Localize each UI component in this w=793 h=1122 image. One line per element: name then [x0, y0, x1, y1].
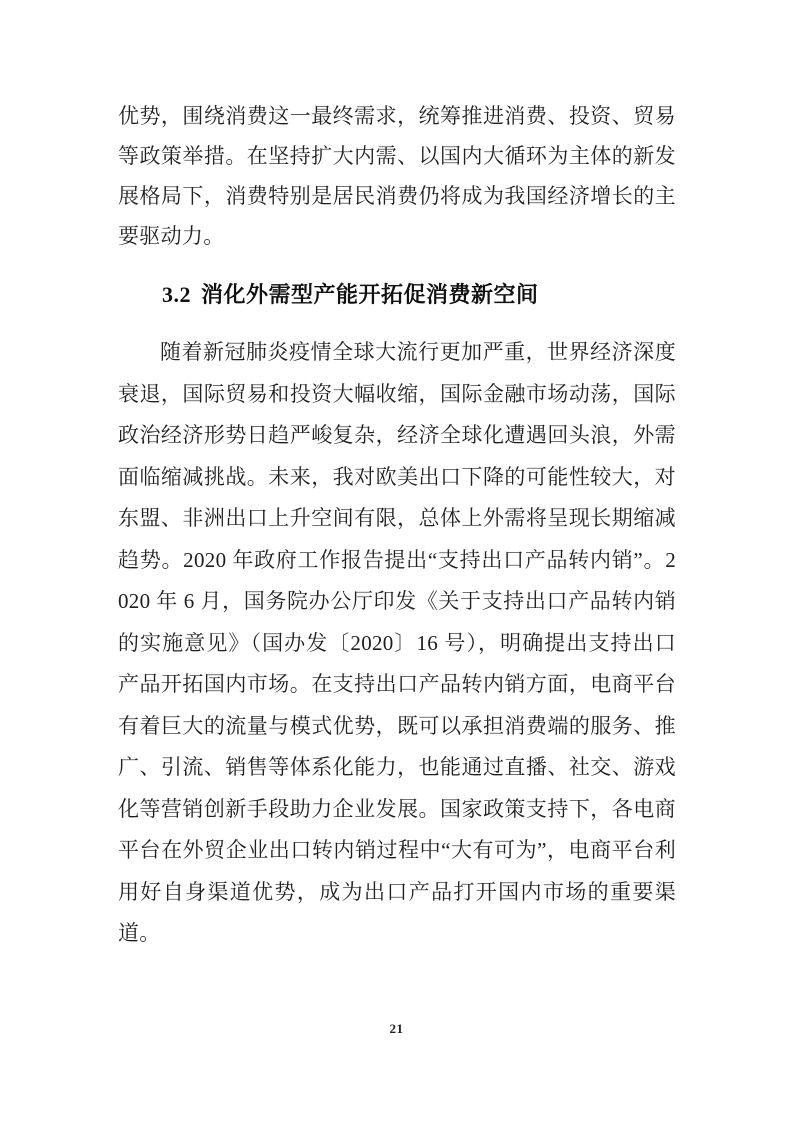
section-title: 消化外需型产能开拓促消费新空间 [201, 282, 539, 307]
page-footer [0, 1020, 793, 1038]
section-heading [118, 274, 676, 316]
page-number: 21 [389, 1021, 404, 1036]
body-paragraph: 随着新冠肺炎疫情全球大流行更加严重，世界经济深度衰退，国际贸易和投资大幅收缩，国际金融市场动荡，国际政治经济形势日趋严峻复杂，经济全球化遭遇回头浪，外需面临缩减挑战。未来，我对欧美出口下降的可能性较大，对东盟、非洲出口上升空间有限，总体上外需将呈现长期缩减趋势。2020 年政府工作报告提出“支持出口产品转内销”。2020 年 6 月，国务院办公厅印发《关于支持出口产品转内销的实施意见》（国办发〔2020〕16 号），明确提出支持出口产品开拓国内市场。在支持出口产品转内销方面，电商平台有着巨大的流量与模式优势，既可以承担消费端的服务、推广、引流、销售等体系化能力，也能通过直播、社交、游戏化等营销创新手段助力企业发展。国家政策支持下，各电商平台在外贸企业出口转内销过程中“大有可为”，电商平台利用好自身渠道优势，成为出口产品打开国内市场的重要渠道。 [118, 340, 676, 945]
section-number: 3.2 [162, 282, 191, 307]
page-content [118, 96, 676, 955]
continuation-paragraph: 优势，围绕消费这一最终需求，统筹推进消费、投资、贸易等政策举措。在坚持扩大内需、以国内大循环为主体的新发展格局下，消费特别是居民消费仍将成为我国经济增长的主要驱动力。 [118, 104, 676, 248]
